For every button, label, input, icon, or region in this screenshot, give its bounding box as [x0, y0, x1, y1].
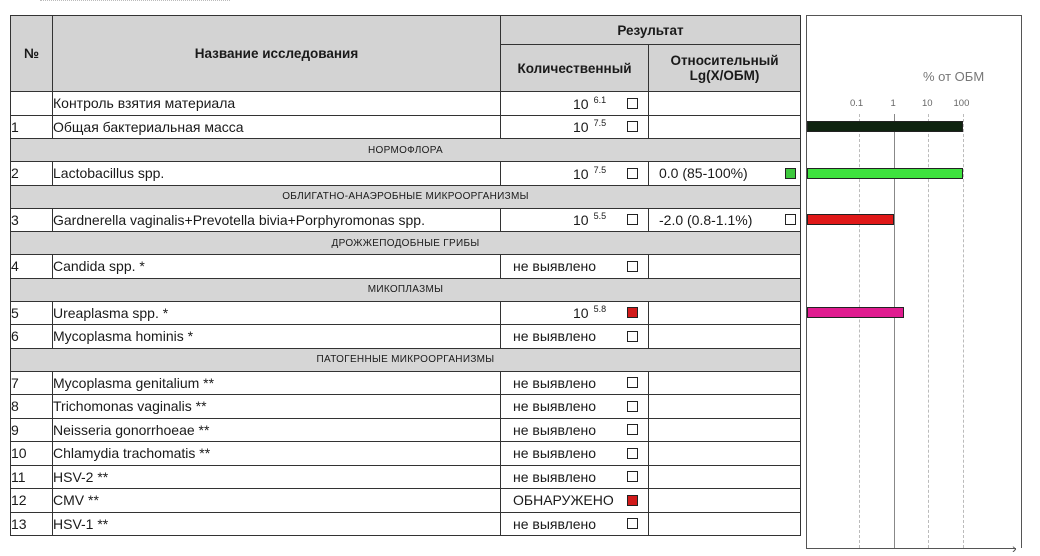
section-title: ОБЛИГАТНО-АНАЭРОБНЫЕ МИКРООРГАНИЗМЫ	[11, 185, 801, 208]
quantity-text: не выявлено	[513, 445, 597, 462]
quantity-value	[501, 516, 648, 532]
quantity-exponent: 5.8	[593, 304, 607, 315]
row-number	[11, 92, 53, 116]
table-row	[11, 208, 801, 232]
results-table	[10, 15, 801, 536]
quantity-base: 10	[573, 212, 589, 229]
chart-gridline	[963, 114, 964, 548]
header-relative-line1: Относительный	[670, 53, 779, 68]
table-row	[11, 325, 801, 349]
relative-cell	[649, 301, 801, 325]
row-number: 11	[11, 465, 53, 489]
quantity-value	[501, 445, 648, 461]
quantitative-cell	[501, 162, 649, 186]
table-row	[11, 418, 801, 442]
row-number: 10	[11, 442, 53, 466]
table-row	[11, 371, 801, 395]
table-row	[11, 442, 801, 466]
table-row	[11, 162, 801, 186]
flag-empty-icon	[627, 98, 638, 109]
relative-cell	[649, 512, 801, 536]
flag-empty-icon	[627, 424, 638, 435]
relative-cell	[649, 255, 801, 279]
header-num: №	[11, 16, 53, 92]
test-name: Mycoplasma genitalium **	[53, 371, 501, 395]
relative-cell	[649, 489, 801, 513]
test-name: Общая бактериальная масса	[53, 115, 501, 139]
row-number: 13	[11, 512, 53, 536]
quantity-base: 10	[573, 119, 589, 136]
quantity-power	[573, 118, 607, 136]
test-name: Trichomonas vaginalis **	[53, 395, 501, 419]
relative-value	[649, 165, 800, 181]
flag-empty-icon	[627, 377, 638, 388]
table-row	[11, 301, 801, 325]
flag-green-icon	[785, 168, 796, 179]
flag-empty-icon	[785, 214, 796, 225]
section-header	[11, 348, 801, 371]
quantity-text: не выявлено	[513, 421, 597, 438]
row-number: 1	[11, 115, 53, 139]
flag-empty-icon	[627, 261, 638, 272]
quantitative-cell	[501, 325, 649, 349]
row-number: 4	[11, 255, 53, 279]
quantitative-cell	[501, 512, 649, 536]
quantity-value	[501, 492, 648, 508]
section-header	[11, 185, 801, 208]
header-relative	[649, 45, 801, 92]
quantitative-cell	[501, 301, 649, 325]
test-name: Ureaplasma spp. *	[53, 301, 501, 325]
quantity-text: не выявлено	[513, 328, 597, 345]
relative-text: 0.0 (85-100%)	[659, 165, 748, 182]
test-name: HSV-1 **	[53, 512, 501, 536]
quantity-value	[501, 469, 648, 485]
chart-tick-label: 1	[890, 98, 896, 109]
flag-red-icon	[627, 307, 638, 318]
relative-cell	[649, 371, 801, 395]
flag-empty-icon	[627, 168, 638, 179]
flag-red-icon	[627, 495, 638, 506]
header-name: Название исследования	[53, 16, 501, 92]
flag-empty-icon	[627, 471, 638, 482]
row-number: 2	[11, 162, 53, 186]
quantitative-cell	[501, 465, 649, 489]
relative-cell	[649, 395, 801, 419]
quantity-value	[501, 165, 648, 182]
quantity-base: 10	[573, 165, 589, 182]
chart-gridline	[894, 114, 895, 548]
row-number: 6	[11, 325, 53, 349]
quantity-text: не выявлено	[513, 398, 597, 415]
quantity-power	[573, 211, 607, 229]
relative-cell	[649, 325, 801, 349]
flag-empty-icon	[627, 401, 638, 412]
row-number: 7	[11, 371, 53, 395]
flag-empty-icon	[627, 121, 638, 132]
chart-bar	[807, 307, 904, 318]
relative-cell	[649, 208, 801, 232]
quantity-exponent: 5.5	[593, 211, 607, 222]
chart-x-axis	[806, 548, 1016, 549]
quantitative-cell	[501, 418, 649, 442]
quantitative-cell	[501, 371, 649, 395]
relative-value	[649, 212, 800, 228]
quantity-value	[501, 328, 648, 344]
quantity-base: 10	[573, 95, 589, 112]
quantity-power	[573, 94, 607, 112]
header-quantitative: Количественный	[501, 45, 649, 92]
row-number: 3	[11, 208, 53, 232]
row-number: 9	[11, 418, 53, 442]
quantity-value	[501, 258, 648, 274]
table-row	[11, 465, 801, 489]
quantity-text: не выявлено	[513, 258, 597, 275]
quantitative-cell	[501, 92, 649, 116]
quantity-text: ОБНАРУЖЕНО	[513, 492, 614, 509]
section-title: ДРОЖЖЕПОДОБНЫЕ ГРИБЫ	[11, 232, 801, 255]
table-row	[11, 512, 801, 536]
results-body	[11, 92, 801, 536]
table-row	[11, 115, 801, 139]
quantitative-cell	[501, 395, 649, 419]
test-name: Neisseria gonorrhoeae **	[53, 418, 501, 442]
section-title: ПАТОГЕННЫЕ МИКРООРГАНИЗМЫ	[11, 348, 801, 371]
chart-bar	[807, 168, 963, 179]
chart-tick-label: 0.1	[850, 98, 864, 109]
quantitative-cell	[501, 255, 649, 279]
section-title: МИКОПЛАЗМЫ	[11, 278, 801, 301]
quantity-exponent: 6.1	[593, 94, 607, 105]
test-name: Chlamydia trachomatis **	[53, 442, 501, 466]
quantity-exponent: 7.5	[593, 118, 607, 129]
test-name: Gardnerella vaginalis+Prevotella bivia+Porphyromonas spp.	[53, 208, 501, 232]
quantity-value	[501, 118, 648, 135]
flag-empty-icon	[627, 518, 638, 529]
row-number: 5	[11, 301, 53, 325]
relative-cell	[649, 465, 801, 489]
flag-empty-icon	[627, 331, 638, 342]
test-name: Lactobacillus spp.	[53, 162, 501, 186]
flag-empty-icon	[627, 448, 638, 459]
header-result: Результат	[501, 16, 801, 45]
chart-bar	[807, 214, 894, 225]
row-number: 12	[11, 489, 53, 513]
chart-gridline	[859, 114, 860, 548]
chart-panel	[806, 15, 1022, 548]
chart-tick-label: 10	[922, 98, 933, 109]
test-name: Candida spp. *	[53, 255, 501, 279]
quantity-value	[501, 375, 648, 391]
quantity-text: не выявлено	[513, 374, 597, 391]
chart-gridline	[928, 114, 929, 548]
section-header	[11, 232, 801, 255]
quantity-power	[573, 164, 607, 182]
chart-title: % от ОБМ	[923, 69, 985, 84]
quantitative-cell	[501, 442, 649, 466]
table-row	[11, 92, 801, 116]
quantitative-cell	[501, 489, 649, 513]
quantity-text: не выявлено	[513, 468, 597, 485]
top-marker	[40, 0, 230, 7]
quantity-value	[501, 422, 648, 438]
section-title: НОРМОФЛОРА	[11, 139, 801, 162]
axis-arrow-icon: ›	[1012, 540, 1017, 556]
test-name: CMV **	[53, 489, 501, 513]
chart-bar	[807, 121, 963, 132]
header-relative-line2: Lg(X/ОБМ)	[689, 68, 760, 83]
relative-cell	[649, 115, 801, 139]
flag-empty-icon	[627, 214, 638, 225]
quantity-exponent: 7.5	[593, 164, 607, 175]
quantity-base: 10	[573, 305, 589, 322]
relative-text: -2.0 (0.8-1.1%)	[659, 211, 753, 228]
chart-tick-label: 100	[953, 98, 970, 109]
quantity-power	[573, 304, 607, 322]
test-name: Контроль взятия материала	[53, 92, 501, 116]
quantity-value	[501, 211, 648, 228]
quantity-value	[501, 304, 648, 321]
relative-cell	[649, 418, 801, 442]
relative-cell	[649, 162, 801, 186]
quantitative-cell	[501, 208, 649, 232]
table-row	[11, 255, 801, 279]
test-name: HSV-2 **	[53, 465, 501, 489]
quantity-text: не выявлено	[513, 515, 597, 532]
section-header	[11, 278, 801, 301]
relative-cell	[649, 442, 801, 466]
section-header	[11, 139, 801, 162]
quantity-value	[501, 95, 648, 112]
quantity-value	[501, 398, 648, 414]
table-row	[11, 395, 801, 419]
test-name: Mycoplasma hominis *	[53, 325, 501, 349]
row-number: 8	[11, 395, 53, 419]
relative-cell	[649, 92, 801, 116]
table-row	[11, 489, 801, 513]
quantitative-cell	[501, 115, 649, 139]
